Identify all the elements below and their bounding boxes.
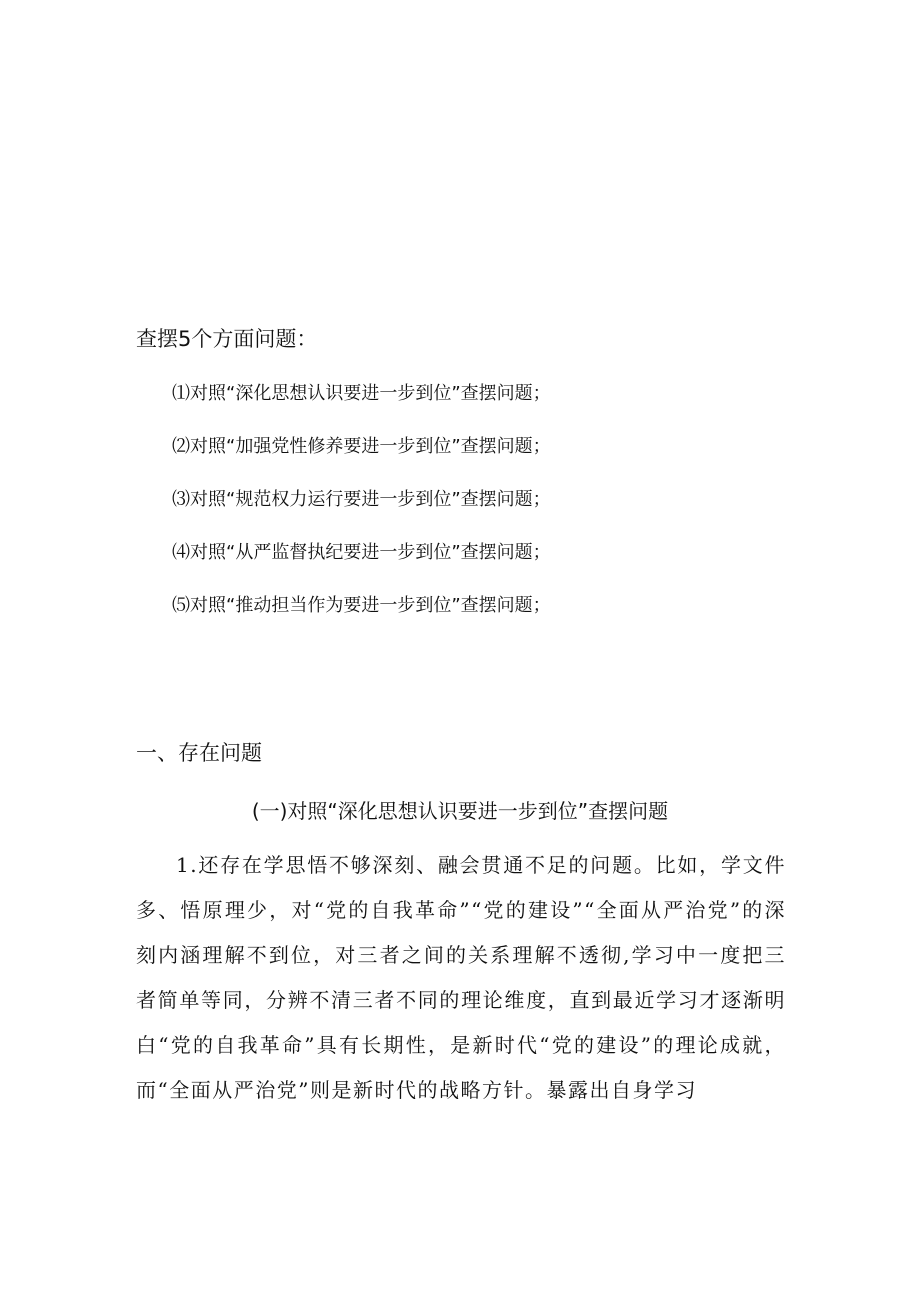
intro-title: 查摆5个方面问题： — [136, 327, 318, 351]
sub-heading: (一)对照“深化思想认识要进一步到位”查摆问题 — [251, 799, 669, 823]
section-heading: 一、存在问题 — [136, 741, 262, 765]
aspect-item-1: ⑴对照“深化思想认识要进一步到位”查摆问题； — [172, 383, 551, 404]
aspect-item-2: ⑵对照“加强党性修养要进一步到位”查摆问题； — [172, 436, 551, 457]
aspect-list — [172, 380, 551, 645]
aspect-item-4: ⑷对照“从严监督执纪要进一步到位”查摆问题； — [172, 542, 551, 563]
aspect-item-5: ⑸对照“推动担当作为要进一步到位”查摆问题； — [172, 595, 551, 616]
aspect-item-3: ⑶对照“规范权力运行要进一步到位”查摆问题； — [172, 489, 551, 510]
body-paragraph: 1.还存在学思悟不够深刻、融会贯通不足的问题。比如，学文件多、悟原理少，对“党的自我革命”“党的建设”“全面从严治党”的深刻内涵理解不到位，对三者之间的关系理解不透彻,学习中一度把三者简单等同，分辨不清三者不同的理论维度，直到最近学习才逐渐明白“党的自我革命”具有长期性，是新时代“党的建设”的理论成就，而“全面从严治党”则是新时代的战略方针。暴露出自身学习 — [136, 853, 786, 1102]
